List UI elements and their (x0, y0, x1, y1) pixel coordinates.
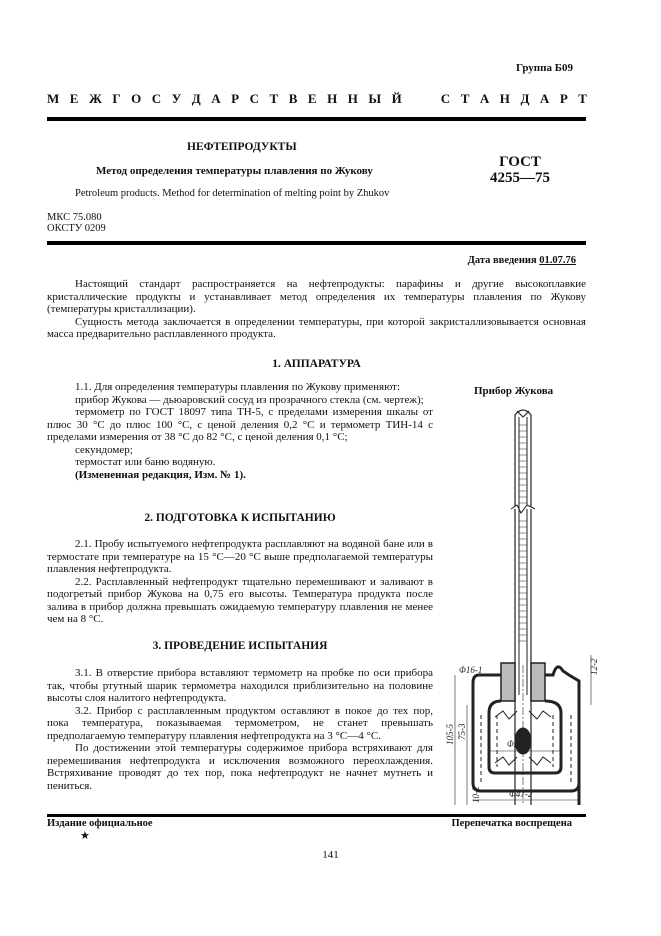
banner-letter: Й (391, 91, 402, 106)
dim-h10: 10-2 (471, 786, 481, 803)
gost-label: ГОСТ (499, 154, 541, 170)
banner-letter: Е (69, 91, 79, 106)
banner-letter: Н (499, 91, 510, 106)
banner-letter: Е (307, 91, 317, 106)
section-heading-preparation: 2. ПОДГОТОВКА К ИСПЫТАНИЮ (144, 512, 336, 524)
group-code: Группа Б09 (516, 62, 573, 74)
section-heading-testing: 3. ПРОВЕДЕНИЕ ИСПЫТАНИЯ (152, 640, 328, 652)
reprint-prohibited-label: Перепечатка воспрещена (451, 818, 572, 829)
banner-letter: Н (327, 91, 338, 106)
interstate-standard-banner (47, 91, 587, 107)
banner-letter: О (131, 91, 142, 106)
gost-designation (480, 154, 560, 186)
zhukov-apparatus-drawing (445, 405, 615, 805)
date-label: Дата введения (467, 255, 537, 266)
paragraph: прибор Жукова — дьюаровский сосуд из прозрачного стекла (см. чертеж); (75, 393, 424, 406)
banner-letter: Н (347, 91, 358, 106)
banner-letter: С (151, 91, 162, 106)
section-preparation-body (47, 538, 433, 626)
dim-h75: 75-3 (457, 723, 467, 740)
banner-letter: М (47, 91, 60, 106)
banner-letter: Т (460, 91, 470, 106)
banner-letter: С (440, 91, 451, 106)
paragraph: секундомер; (75, 443, 133, 456)
dim-d47: Φ47-2 (509, 789, 533, 799)
figure-title: Прибор Жукова (474, 385, 554, 397)
banner-letter: В (288, 91, 298, 106)
banner-letter: А (479, 91, 490, 106)
paragraph: По достижении этой температуры содержимое прибора встряхивают для перемешивания нефтепродукта и исключения возможного переохлаждения. Встряхивание проводят до тех пор, пока нефтепродукт не начнет мутнеть и пениться. (47, 742, 433, 792)
date-value: 01.07.76 (539, 255, 576, 266)
paragraph: 2.1. Пробу испытуемого нефтепродукта расплавляют на водяной бане или в термостате при температуре на 15 °С—20 °С выше предполагаемой температуры плавления нефтепродукта. (47, 538, 433, 575)
paragraph: 3.2. Прибор с расплавленным продуктом оставляют в покое до тех пор, пока температура, показываемая термометром, не станет превышать предполагаемую температуру плавления нефтепродукта на 3 °С—4 °С. (47, 704, 433, 742)
banner-letter: Д (520, 91, 530, 106)
document-title: НЕФТЕПРОДУКТЫ (187, 141, 297, 153)
banner-letter: Р (559, 91, 568, 106)
introduction-date (468, 255, 576, 266)
banner-letter: Т (269, 91, 279, 106)
intro-text (47, 278, 586, 341)
page-number: 141 (322, 849, 339, 861)
dim-d25: Φ25-2 (507, 739, 531, 749)
section-testing-body (47, 667, 433, 792)
gost-number: 4255—75 (490, 170, 550, 186)
paragraph: термометр по ГОСТ 18097 типа ТН-5, с пределами измерения шкалы от плюс 30 °С до плюс 100 °С, с ценой деления 0,2 °С и термометр ТИН-14 с пределами измерения от 38 °С до 82 °С, с ценой деления 0,1 °С; (47, 406, 433, 443)
banner-letter: У (171, 91, 182, 106)
word-gap (412, 91, 430, 107)
section-apparatus-body (47, 381, 433, 481)
banner-letter: Т (578, 91, 587, 106)
classification-codes (47, 212, 106, 234)
mks-code: МКС 75.080 (47, 212, 102, 223)
dim-h12: 12-2 (589, 658, 599, 675)
star-icon: ★ (80, 830, 90, 842)
footer-divider (47, 814, 586, 817)
dim-d16: Φ16-1 (459, 665, 483, 675)
intro-paragraph: Сущность метода заключается в определении температуры, при которой закристаллизовывается основная масса предварительно расплавленного продукта. (47, 315, 586, 340)
banner-letter: С (249, 91, 259, 106)
section-heading-apparatus: 1. АППАРАТУРА (272, 358, 361, 370)
banner-letter: А (539, 91, 550, 106)
paragraph: 3.1. В отверстие прибора вставляют термометр на пробке по оси прибора так, чтобы ртутный шарик термометра находился приблизительно на половине высоты слоя налитого нефтепродукта. (47, 667, 433, 704)
paragraph: термостат или баню водяную. (75, 456, 216, 468)
paragraph: 1.1. Для определения температуры плавления по Жукову применяют: (75, 381, 400, 393)
intro-paragraph: Настоящий стандарт распространяется на нефтепродукты: парафины и другие высокоплавкие кристаллические продукты и устанавливает метод определения их температуры плавления по Жукову (температуры кристаллизации). (47, 278, 586, 315)
english-title: Petroleum products. Method for determination of melting point by Zhukov (75, 188, 390, 199)
dim-h105: 105-5 (445, 724, 455, 745)
banner-letter: Г (112, 91, 121, 106)
amendment-note: (Измененная редакция, Изм. № 1). (75, 468, 246, 481)
banner-letter: Ы (368, 91, 382, 106)
banner-letter: Д (191, 91, 201, 106)
document-subtitle: Метод определения температуры плавления по Жукову (96, 165, 373, 177)
banner-letter: Ж (88, 91, 102, 106)
banner-letter: Р (231, 91, 240, 106)
okstu-code: ОКСТУ 0209 (47, 223, 106, 234)
title-divider (47, 241, 586, 245)
banner-letter: А (211, 91, 221, 106)
header-divider (47, 117, 586, 121)
paragraph: 2.2. Расплавленный нефтепродукт тщательно перемешивают и заливают в подогретый прибор Жукова на 0,75 его высоты. Температура продукта после залива в прибор должна превышать ожидаемую температуру плавления не менее чем на 8 °С. (47, 575, 433, 625)
official-edition-label: Издание официальное (47, 818, 153, 829)
